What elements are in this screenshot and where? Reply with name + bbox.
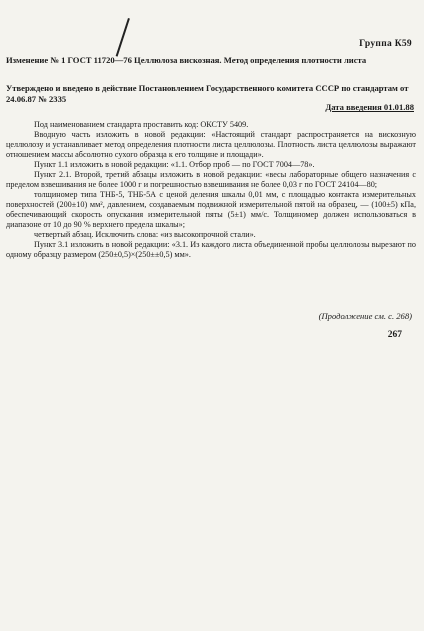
continuation-note: (Продолжение см. с. 268) <box>318 311 412 321</box>
introduction-date: Дата введения 01.01.88 <box>325 102 414 112</box>
paragraph: толщиномер типа ТНБ-5, ТНБ-5А с ценой деления шкалы 0,01 мм, с площадью контакта измерительных поверхностей (200±10) мм², давлением, создаваемым подвижной измерительной пятой на образец, — (100±5) кПа, обеспечивающий скорость опускания измерительной пяты (5±1) мм/с. Толщиномер должен использоваться в диапазоне от 10 до 90 % верхнего предела шкалы»; <box>6 190 416 229</box>
document-title: Изменение № 1 ГОСТ 11720—76 Целлюлоза вискозная. Метод определения плотности листа <box>6 55 367 65</box>
group-label: Группа К59 <box>359 39 412 49</box>
handwritten-slash-mark <box>116 18 130 57</box>
document-body <box>6 120 416 260</box>
page-number: 267 <box>387 330 402 340</box>
paragraph: Пункт 1.1 изложить в новой редакции: «1.1. Отбор проб — по ГОСТ 7004—78». <box>34 160 315 169</box>
paragraph: Пункт 2.1. Второй, третий абзацы изложить в новой редакции: «весы лабораторные общего назначения с пределом взвешивания не более 1000 г и погрешностью взвешивания не более 0,03 г по ГОСТ 24104—80; <box>6 170 416 189</box>
paragraph: Под наименованием стандарта проставить код: ОКСТУ 5409. <box>34 120 249 129</box>
paragraph: Пункт 3.1 изложить в новой редакции: «3.1. Из каждого листа объединенной пробы целлюлозы вырезают по одному образцу размером (250±0,5)×(250±±0,5) мм». <box>6 240 416 259</box>
approval-line: Утверждено и введено в действие Постановлением Государственного комитета СССР по стандартам от 24.06.87 № 2335 <box>6 83 409 104</box>
paragraph: Вводную часть изложить в новой редакции: «Настоящий стандарт распространяется на вискозную целлюлозу и устанавливает метод определения плотности листа целлюлозы. Плотность листа целлюлозы выражают отношением массы абсолютно сухого образца к его толщине и площади». <box>6 130 416 159</box>
paragraph: четвертый абзац. Исключить слова: «из высокопрочной стали». <box>34 230 256 239</box>
